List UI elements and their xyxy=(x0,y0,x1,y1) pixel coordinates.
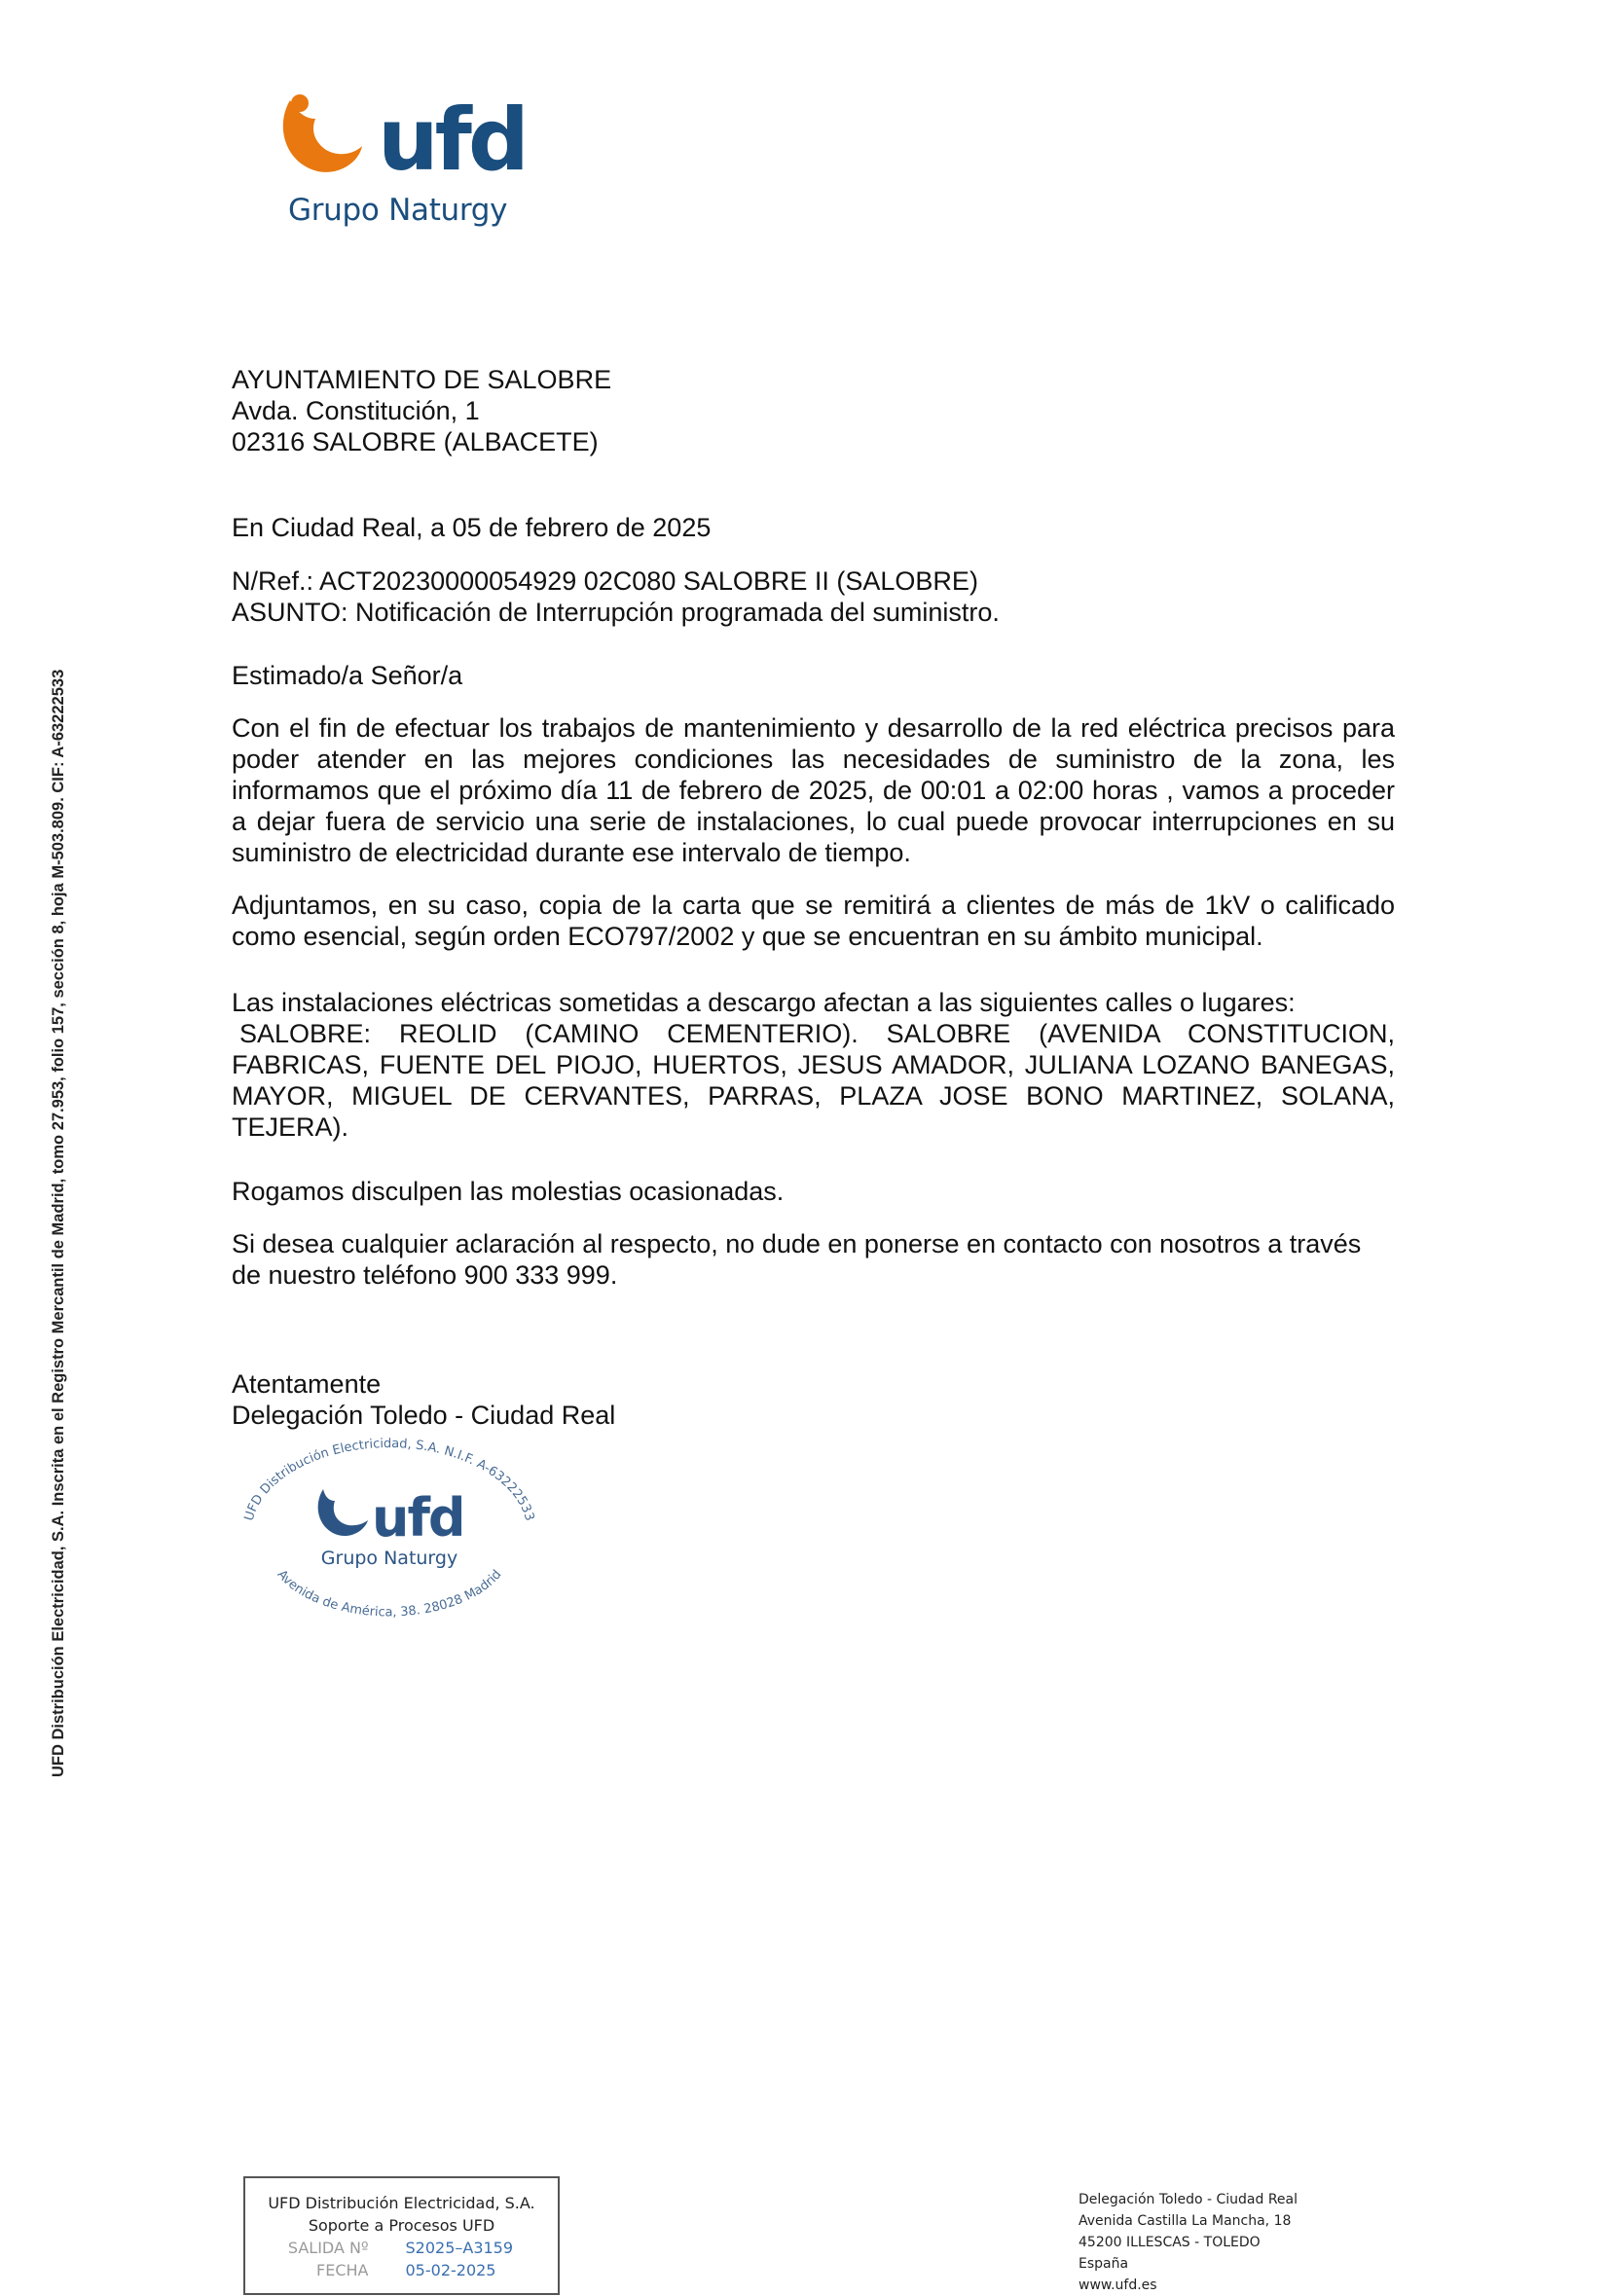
date-line: En Ciudad Real, a 05 de febrero de 2025 xyxy=(232,513,712,542)
stamp-bottom-text: Avenida de América, 38. 28028 Madrid xyxy=(274,1567,505,1621)
registry-box xyxy=(243,2176,560,2295)
footer-city: 45200 ILLESCAS - TOLEDO xyxy=(1079,2235,1261,2250)
stamp-top-text: UFD Distribución Electricidad, S.A. N.I.F. A-63222533 xyxy=(241,1437,537,1523)
closing xyxy=(232,1368,1395,1431)
registry-dept: Soporte a Procesos UFD xyxy=(308,2216,495,2235)
greeting: Estimado/a Señor/a xyxy=(232,661,463,690)
streets-list: SALOBRE: REOLID (CAMINO CEMENTERIO). SALOBRE (AVENIDA CONSTITUCION, FABRICAS, FUENTE DEL PIOJO, HUERTOS, JESUS AMADOR, JULIANA LOZANO BANEGAS, MAYOR, MIGUEL DE CERVANTES, PARRAS, PLAZA JOSE BONO MARTINEZ, SOLANA, TEJERA). xyxy=(232,1019,1395,1142)
registry-fecha-value: 05-02-2025 xyxy=(405,2261,496,2279)
ufd-logo-dot xyxy=(291,94,309,112)
paragraph-2: Adjuntamos, en su caso, copia de la carta que se remitirá a clientes de más de 1kV o calificado como esencial, según orden ECO797/2002 y que se encuentran en su ámbito municipal. xyxy=(232,891,1395,951)
paragraph-5: Si desea cualquier aclaración al respecto, no dude en ponerse en contacto con nosotros a través de nuestro teléfono 900 333 999. xyxy=(232,1229,1362,1290)
registry-salida-label: SALIDA Nº xyxy=(287,2239,369,2257)
reference: N/Ref.: ACT20230000054929 02C080 SALOBRE II (SALOBRE) xyxy=(232,566,978,596)
recipient-address xyxy=(232,364,1395,457)
recipient-city: 02316 SALOBRE (ALBACETE) xyxy=(232,427,599,456)
footer-country: España xyxy=(1079,2256,1129,2272)
streets-intro: Las instalaciones eléctricas sometidas a descargo afectan a las siguientes calles o lugares: xyxy=(232,988,1296,1017)
signer-office: Delegación Toledo - Ciudad Real xyxy=(232,1401,616,1430)
legal-side-text: UFD Distribución Electricidad, S.A. Inscrita en el Registro Mercantil de Madrid, tomo 27.953, folio 157, sección 8, hoja M-503.809. CIF: A-63222533 xyxy=(50,669,67,1777)
registry-fecha-label: FECHA xyxy=(316,2261,369,2279)
recipient-street: Avda. Constitución, 1 xyxy=(232,396,480,425)
paragraph-1: Con el fin de efectuar los trabajos de mantenimiento y desarrollo de la red eléctrica precisos para poder atender en las mejores condiciones las necesidades de suministro de la zona, les informamos que el próximo día 11 de febrero de 2025, de 00:01 a 02:00 horas , vamos a proceder a dejar fuera de servicio una serie de instalaciones, lo cual puede provocar interrupciones en su suministro de electricidad durante ese intervalo de tiempo. xyxy=(232,713,1395,867)
registry-salida-row xyxy=(245,2237,558,2259)
company-stamp xyxy=(234,1431,545,1635)
recipient-name: AYUNTAMIENTO DE SALOBRE xyxy=(232,365,612,394)
footer-office: Delegación Toledo - Ciudad Real xyxy=(1079,2192,1298,2207)
stamp-group: Grupo Naturgy xyxy=(320,1548,458,1569)
ufd-logo-word: ufd xyxy=(378,90,526,190)
footer-address xyxy=(1079,2189,1298,2296)
paragraph-3 xyxy=(232,987,1395,1143)
registry-fecha-row xyxy=(245,2259,558,2281)
footer-website[interactable]: www.ufd.es xyxy=(1079,2278,1157,2293)
ufd-logo-icon xyxy=(283,100,362,172)
subject: ASUNTO: Notificación de Interrupción programada del suministro. xyxy=(232,598,1000,627)
closing-line: Atentamente xyxy=(232,1369,382,1399)
footer-street: Avenida Castilla La Mancha, 18 xyxy=(1079,2213,1292,2229)
stamp-logo-icon xyxy=(318,1489,368,1536)
stamp-brand: ufd xyxy=(372,1487,464,1549)
ufd-logo-group: Grupo Naturgy xyxy=(288,193,508,228)
registry-company: UFD Distribución Electricidad, S.A. xyxy=(268,2194,535,2212)
paragraph-4: Rogamos disculpen las molestias ocasionadas. xyxy=(232,1177,785,1206)
registry-salida-value: S2025–A3159 xyxy=(405,2239,514,2257)
reference-block xyxy=(232,565,1395,628)
